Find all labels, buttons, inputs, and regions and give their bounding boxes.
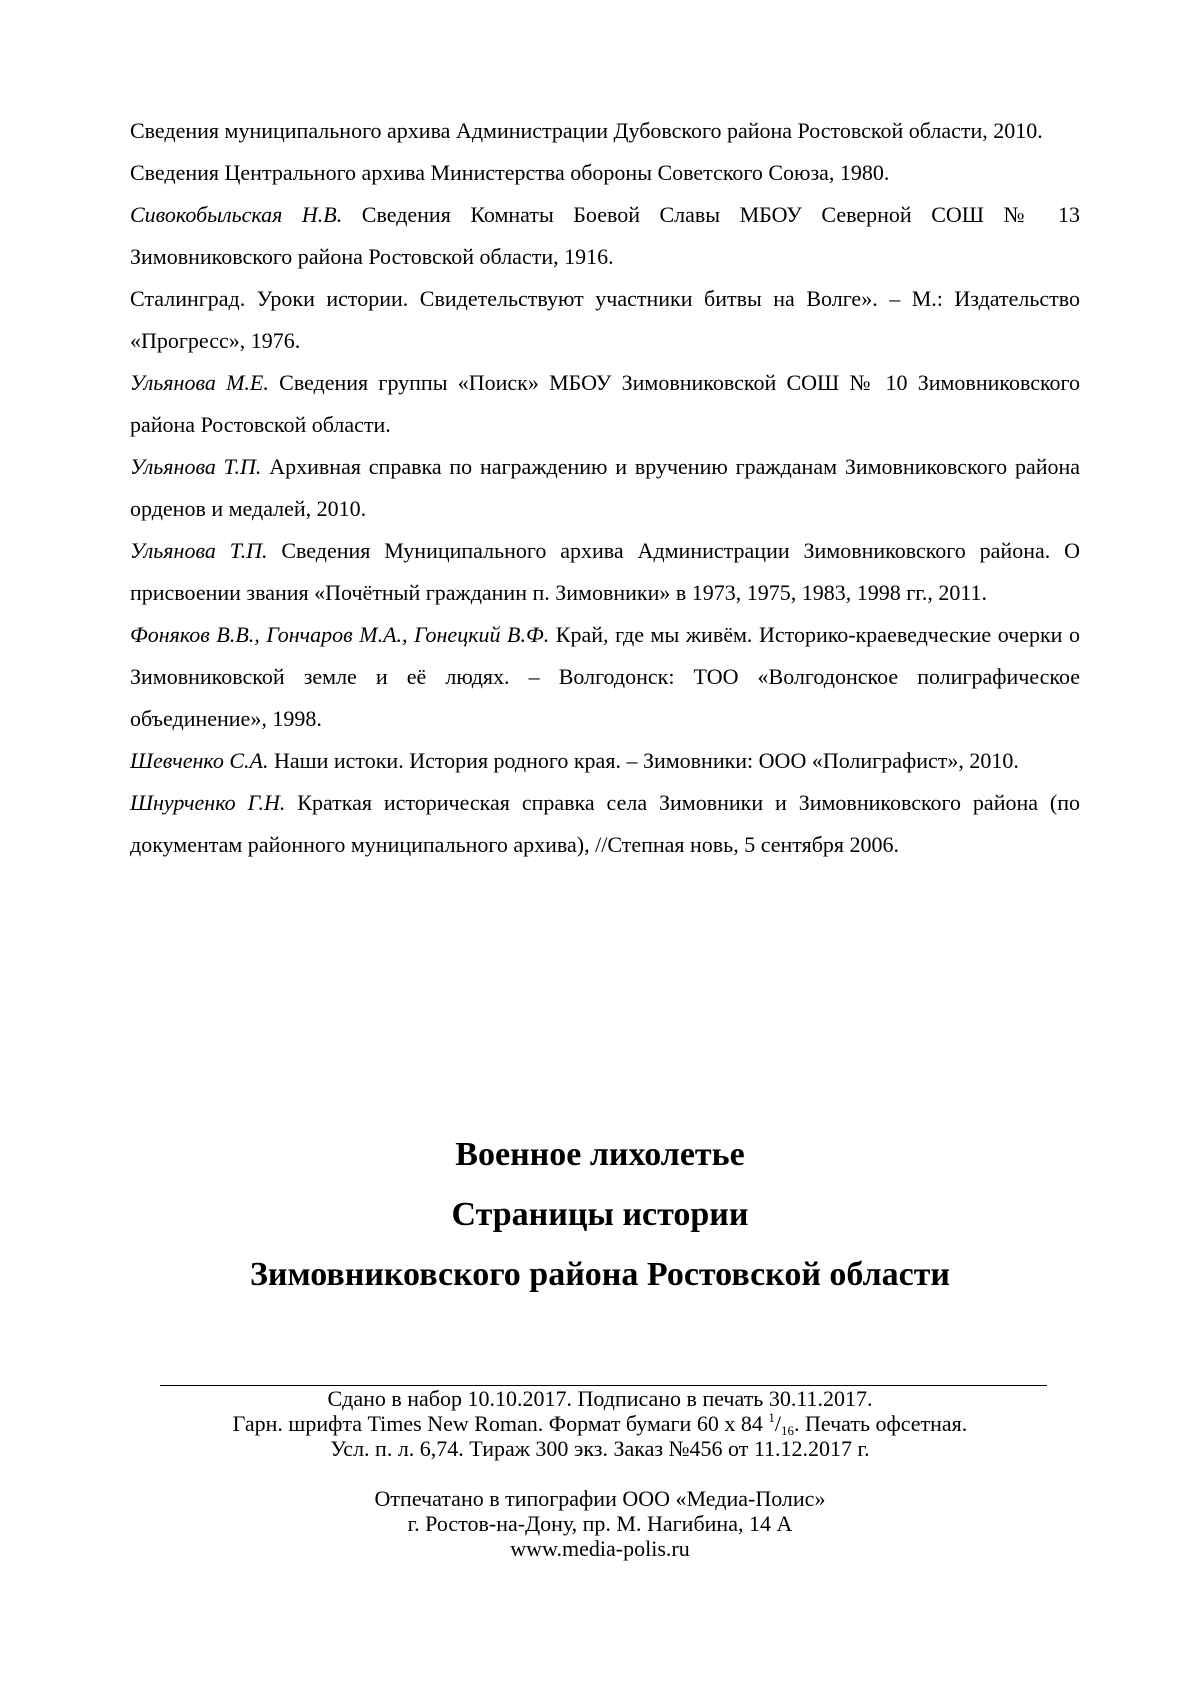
entry-text: Сталинград. Уроки истории. Свидетельствуют участники битвы на Волге». – М.: Издательство «Прогресс», 1976. xyxy=(130,286,1080,353)
entry-author: Шевченко С.А. xyxy=(130,748,269,773)
bibliography-entry xyxy=(130,446,1080,530)
fraction-numerator: 1 xyxy=(768,1410,775,1425)
imprint-website: www.media-polis.ru xyxy=(510,1536,690,1561)
imprint-print-run: Усл. п. л. 6,74. Тираж 300 экз. Заказ №456 от 11.12.2017 г. xyxy=(330,1436,870,1461)
bibliography-entry xyxy=(130,152,1080,194)
book-subtitle-line: Страницы истории xyxy=(451,1196,749,1233)
entry-text: Сведения Муниципального архива Администрации Зимовниковского района. О присвоении звания «Почётный гражданин п. Зимовники» в 1973, 1975, 1983, 1998 гг., 2011. xyxy=(130,538,1081,605)
imprint-spacer xyxy=(0,1461,1200,1486)
imprint-format-text: . Печать офсетная. xyxy=(793,1411,968,1436)
book-subtitle-line: Зимовниковского района Ростовской области xyxy=(249,1256,951,1293)
bibliography-entry xyxy=(130,194,1080,278)
imprint-format-text: Гарн. шрифта Times New Roman. Формат бумаги 60 х 84 xyxy=(232,1411,769,1436)
entry-text: Сведения Комнаты Боевой Славы МБОУ Северной СОШ № 13 Зимовниковского района Ростовской области, 1916. xyxy=(130,202,1080,269)
bibliography-entry xyxy=(130,782,1080,866)
imprint-format xyxy=(0,1411,1200,1436)
imprint-printer: Отпечатано в типографии ООО «Медиа-Полис» xyxy=(374,1486,826,1511)
bibliography-entry xyxy=(130,278,1080,362)
entry-author: Ульянова М.Е. xyxy=(130,370,269,395)
bibliography-entry xyxy=(130,110,1080,152)
entry-author: Сивокобыльская Н.В. xyxy=(130,202,343,227)
imprint-block xyxy=(0,1386,1200,1561)
entry-text: Краткая историческая справка села Зимовники и Зимовниковского района (по документам районного муниципального архива), //Степная новь, 5 сентября 2006. xyxy=(130,790,1081,857)
book-title-line: Военное лихолетье xyxy=(455,1136,745,1173)
entry-text: Сведения группы «Поиск» МБОУ Зимовниковской СОШ № 10 Зимовниковского района Ростовской области. xyxy=(130,370,1081,437)
fraction-separator: / xyxy=(774,1411,781,1436)
imprint-address: г. Ростов-на-Дону, пр. М. Нагибина, 14 А xyxy=(407,1511,793,1536)
imprint-dates: Сдано в набор 10.10.2017. Подписано в печать 30.11.2017. xyxy=(327,1386,873,1411)
entry-author: Фоняков В.В., Гончаров М.А., Гонецкий В.Ф. xyxy=(130,622,550,647)
bibliography-entry xyxy=(130,362,1080,446)
bibliography-entry xyxy=(130,740,1080,782)
entry-author: Шнурченко Г.Н. xyxy=(130,790,286,815)
entry-author: Ульянова Т.П. xyxy=(130,454,262,479)
fraction-denominator: 16 xyxy=(780,1423,794,1438)
book-title xyxy=(0,1125,1200,1305)
bibliography-entry xyxy=(130,530,1080,614)
entry-text: Наши истоки. История родного края. – Зимовники: ООО «Полиграфист», 2010. xyxy=(274,748,1019,773)
bibliography-list xyxy=(130,110,1080,866)
bibliography-entry xyxy=(130,614,1080,740)
entry-text: Сведения Центрального архива Министерства обороны Советского Союза, 1980. xyxy=(130,160,890,185)
entry-text: Край, где мы живём. Историко-краеведческие очерки о Зимовниковской земле и её людях. – Волгодонск: ТОО «Волгодонское полиграфическое объединение», 1998. xyxy=(130,622,1081,731)
entry-author: Ульянова Т.П. xyxy=(130,538,268,563)
entry-text: Архивная справка по награждению и вручению гражданам Зимовниковского района орденов и медалей, 2010. xyxy=(130,454,1081,521)
entry-text: Сведения муниципального архива Администрации Дубовского района Ростовской области, 2010. xyxy=(130,118,1043,143)
